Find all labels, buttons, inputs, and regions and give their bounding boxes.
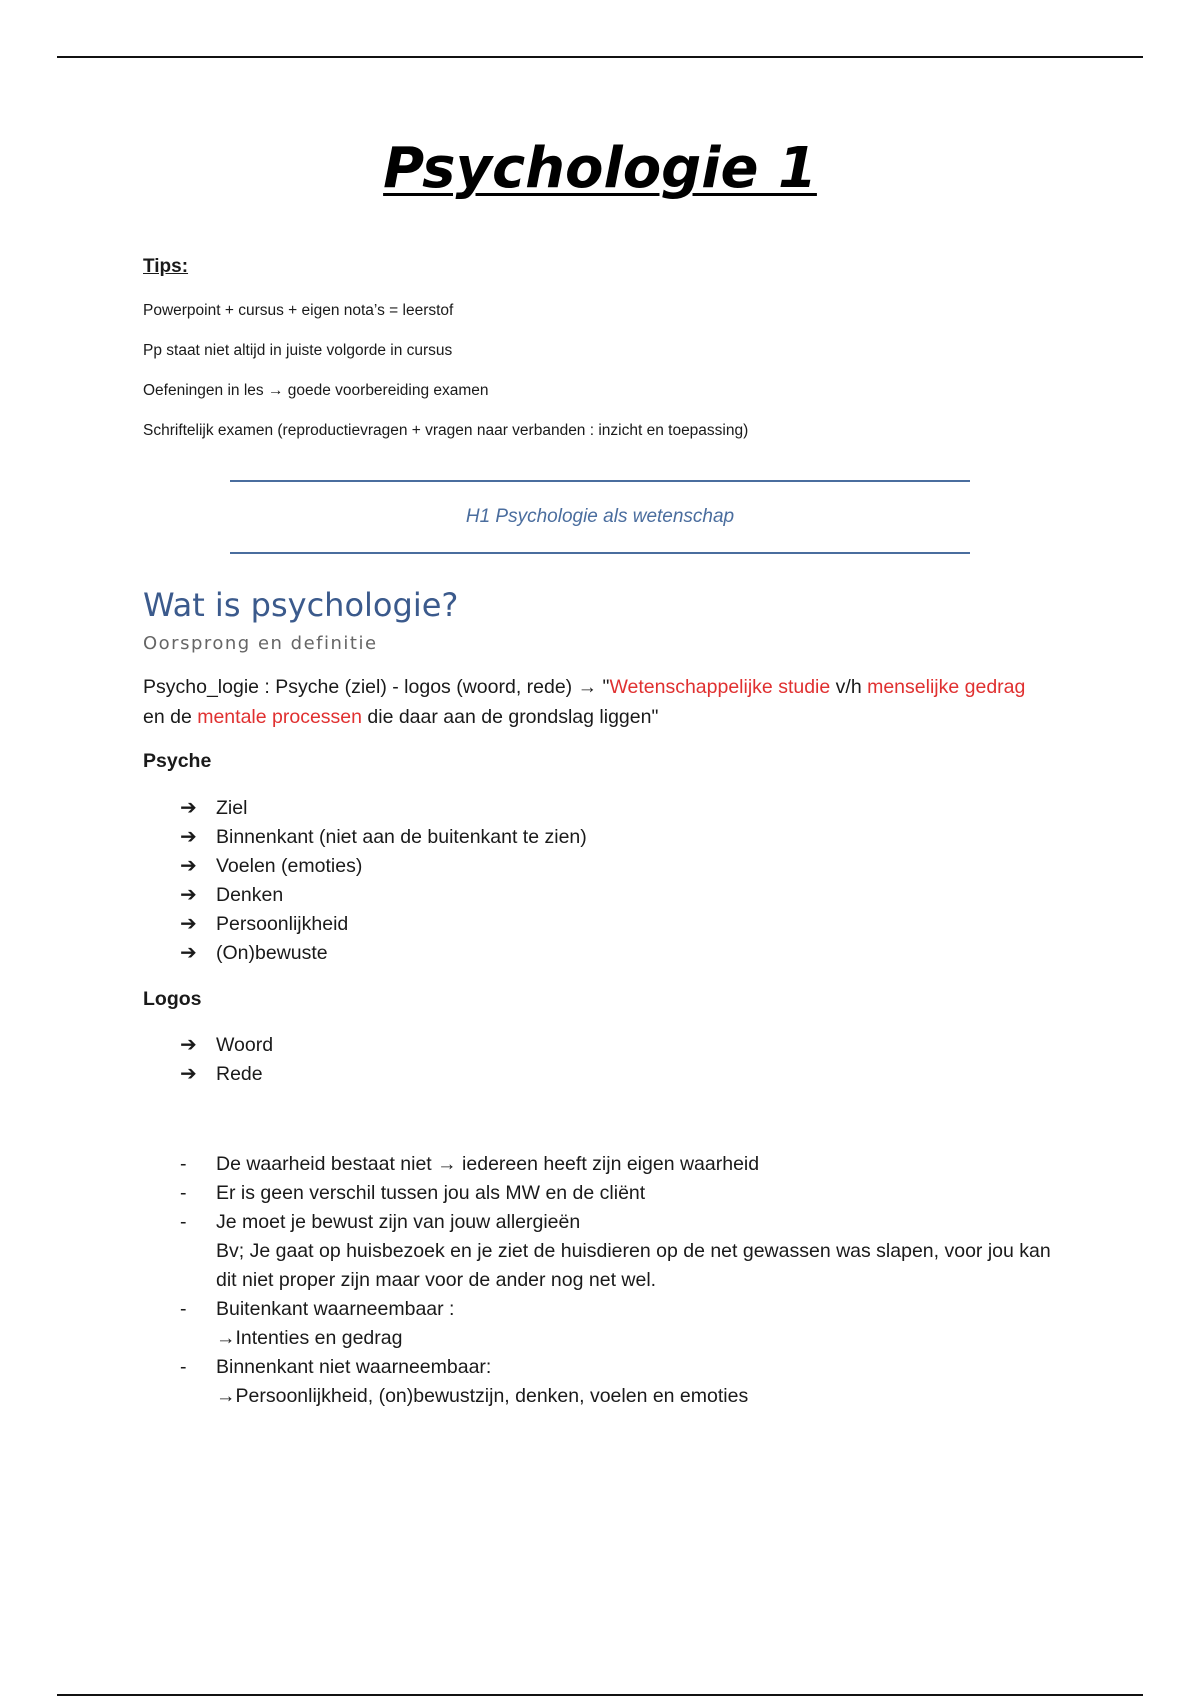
list-item: ➔ (On)bewuste xyxy=(180,939,587,968)
list-item: - Binnenkant niet waarneembaar: →Persoonlijkheid, (on)bewustzijn, denken, voelen en emoties xyxy=(180,1353,1060,1411)
list-item: ➔ Voelen (emoties) xyxy=(180,852,587,881)
list-item: ➔ Rede xyxy=(180,1060,273,1089)
dash-bullet: - xyxy=(180,1153,187,1175)
arrow-right-icon: ➔ xyxy=(180,1034,197,1056)
definition-highlight: mentale processen xyxy=(197,706,362,728)
arrow-right-icon: ➔ xyxy=(180,826,197,848)
list-item: ➔ Binnenkant (niet aan de buitenkant te zien) xyxy=(180,823,587,852)
dash-bullet: - xyxy=(180,1182,187,1204)
logos-label: Logos xyxy=(143,988,202,1010)
tips-heading: Tips: xyxy=(143,256,189,277)
arrow-right-icon: ➔ xyxy=(180,1063,197,1085)
dash-bullet: - xyxy=(180,1298,187,1320)
dash-bullet: - xyxy=(180,1356,187,1378)
list-item: - Je moet je bewust zijn van jouw allergieën Bv; Je gaat op huisbezoek en je ziet de huisdieren op de net gewassen was slapen, voor jou kan dit niet proper zijn maar voor de ander nog net wel. xyxy=(180,1208,1060,1295)
definition-highlight: Wetenschappelijke studie xyxy=(609,676,831,698)
chapter-heading: H1 Psychologie als wetenschap xyxy=(465,506,735,527)
bottom-rule xyxy=(57,1694,1143,1696)
tip-item: Schriftelijk examen (reproductievragen + vragen naar verbanden : inzicht en toepassing) xyxy=(143,422,749,439)
tip-item: Powerpoint + cursus + eigen nota’s = leerstof xyxy=(143,302,454,319)
notes-list xyxy=(180,1150,1060,1411)
list-item: - Buitenkant waarneembaar : →Intenties en gedrag xyxy=(180,1295,1060,1353)
definition-text: v/h xyxy=(830,676,868,698)
arrow-right-icon: ➔ xyxy=(180,913,197,935)
page-title: Psychologie 1 xyxy=(383,136,817,201)
section-title: Wat is psychologie? xyxy=(143,586,459,624)
psyche-list xyxy=(180,794,587,968)
definition-paragraph xyxy=(143,672,1043,732)
dash-bullet: - xyxy=(180,1211,187,1233)
list-item: - Er is geen verschil tussen jou als MW en de cliënt xyxy=(180,1179,1060,1208)
list-item: ➔ Woord xyxy=(180,1031,273,1060)
list-item: - De waarheid bestaat niet → iedereen heeft zijn eigen waarheid xyxy=(180,1150,1060,1179)
arrow-right-icon: ➔ xyxy=(180,855,197,877)
psyche-label: Psyche xyxy=(143,750,212,772)
tip-item: Pp staat niet altijd in juiste volgorde in cursus xyxy=(143,342,453,359)
list-item: ➔ Ziel xyxy=(180,794,587,823)
arrow-right-icon: ➔ xyxy=(180,942,197,964)
list-item: ➔ Denken xyxy=(180,881,587,910)
definition-highlight: menselijke gedrag xyxy=(867,676,1026,698)
top-rule xyxy=(57,56,1143,58)
definition-text: Psycho_logie : Psyche (ziel) - logos (woord, rede) → " xyxy=(143,676,610,698)
definition-text: en de xyxy=(143,706,198,728)
list-item: ➔ Persoonlijkheid xyxy=(180,910,587,939)
section-subtitle: Oorsprong en definitie xyxy=(143,633,378,654)
chapter-heading-box xyxy=(230,480,970,554)
definition-text: die daar aan de grondslag liggen" xyxy=(361,706,659,728)
arrow-right-icon: ➔ xyxy=(180,797,197,819)
tip-item: Oefeningen in les → goede voorbereiding examen xyxy=(143,382,489,399)
tips-list xyxy=(143,300,748,460)
arrow-right-icon: ➔ xyxy=(180,884,197,906)
logos-list xyxy=(180,1031,273,1089)
